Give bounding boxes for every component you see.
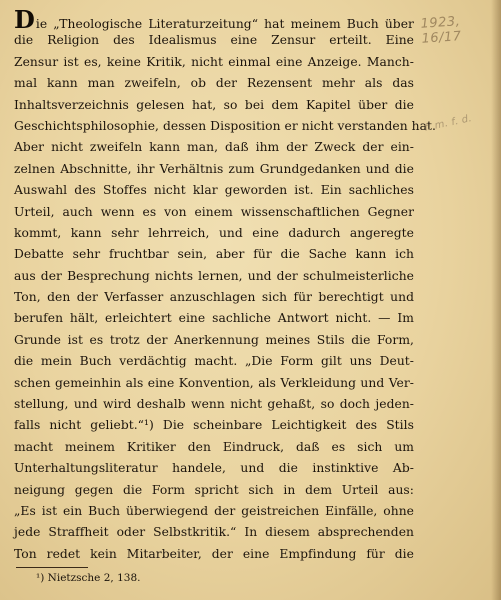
text-line: zelnen Abschnitte, ihr Verhältnis zum Grundgedanken und die (14, 161, 414, 176)
text-line (14, 5, 414, 34)
handwritten-date-note: 1923, 16/17 (420, 14, 463, 47)
text-line: falls nicht geliebt.“¹) Die scheinbare Leichtigkeit des Stils (14, 418, 414, 433)
text-line: stellung, und wird deshalb wenn nicht gehaßt, so doch jeden- (14, 397, 414, 412)
text-line: Unterhaltungsliteratur handele, und die instinktive Ab- (14, 461, 414, 476)
text-line: Ton redet kein Mitarbeiter, der eine Empfindung für die (14, 546, 414, 561)
text-line: schen gemeinhin als eine Konvention, als Verkleidung und Ver- (14, 375, 414, 390)
text-line: die Religion des Idealismus eine Zensur erteilt. Eine (14, 33, 414, 48)
text-line: Inhaltsverzeichnis gelesen hat, so bei dem Kapitel über die (14, 97, 414, 112)
text-line: aus der Besprechung nichts lernen, und der schulmeisterliche (14, 268, 414, 283)
text-line: Debatte sehr fruchtbar sein, aber für die Sache kann ich (14, 247, 414, 262)
text-line: neigung gegen die Form spricht sich in dem Urteil aus: (14, 482, 414, 497)
text-line: „Es ist ein Buch überwiegend der geistreichen Einfälle, ohne (14, 503, 414, 518)
text-line: berufen hält, erleichtert eine sachliche Antwort nicht. — Im (14, 311, 414, 326)
text-line: Ton, den der Verfasser anzuschlagen sich für berechtigt und (14, 290, 414, 305)
main-text-block (14, 5, 436, 565)
text-line: Geschichtsphilosophie, dessen Disposition er nicht verstanden hat. (14, 118, 436, 133)
drop-cap: D (14, 5, 35, 34)
text-line: Aber nicht zweifeln kann man, daß ihm der Zweck der ein- (14, 140, 414, 155)
text-line: macht meinem Kritiker den Eindruck, daß es sich um (14, 439, 414, 454)
text-line: Grunde ist es trotz der Anerkennung meines Stils die Form, (14, 332, 414, 347)
text-line: Zensur ist es, keine Kritik, nicht einmal eine Anzeige. Manch- (14, 54, 414, 69)
text-line: kommt, kann sehr lehrreich, und eine dadurch angeregte (14, 225, 414, 240)
text-line-content: ie „Theologische Literaturzeitung“ hat meinem Buch über (35, 17, 414, 31)
text-line: mal kann man zweifeln, ob der Rezensent mehr als das (14, 76, 414, 91)
footnote: ¹) Nietzsche 2, 138. (36, 572, 141, 584)
handwritten-margin-note: f. m. f. d. (423, 113, 473, 134)
text-line: Urteil, auch wenn es von einem wissenschaftlichen Gegner (14, 204, 414, 219)
text-line: Auswahl des Stoffes nicht klar geworden ist. Ein sachliches (14, 183, 414, 198)
text-line: jede Straffheit oder Selbstkritik.“ In diesem absprechenden (14, 525, 414, 540)
text-line: die mein Buch verdächtig macht. „Die Form gilt uns Deut- (14, 354, 414, 369)
footnote-divider (16, 567, 88, 568)
